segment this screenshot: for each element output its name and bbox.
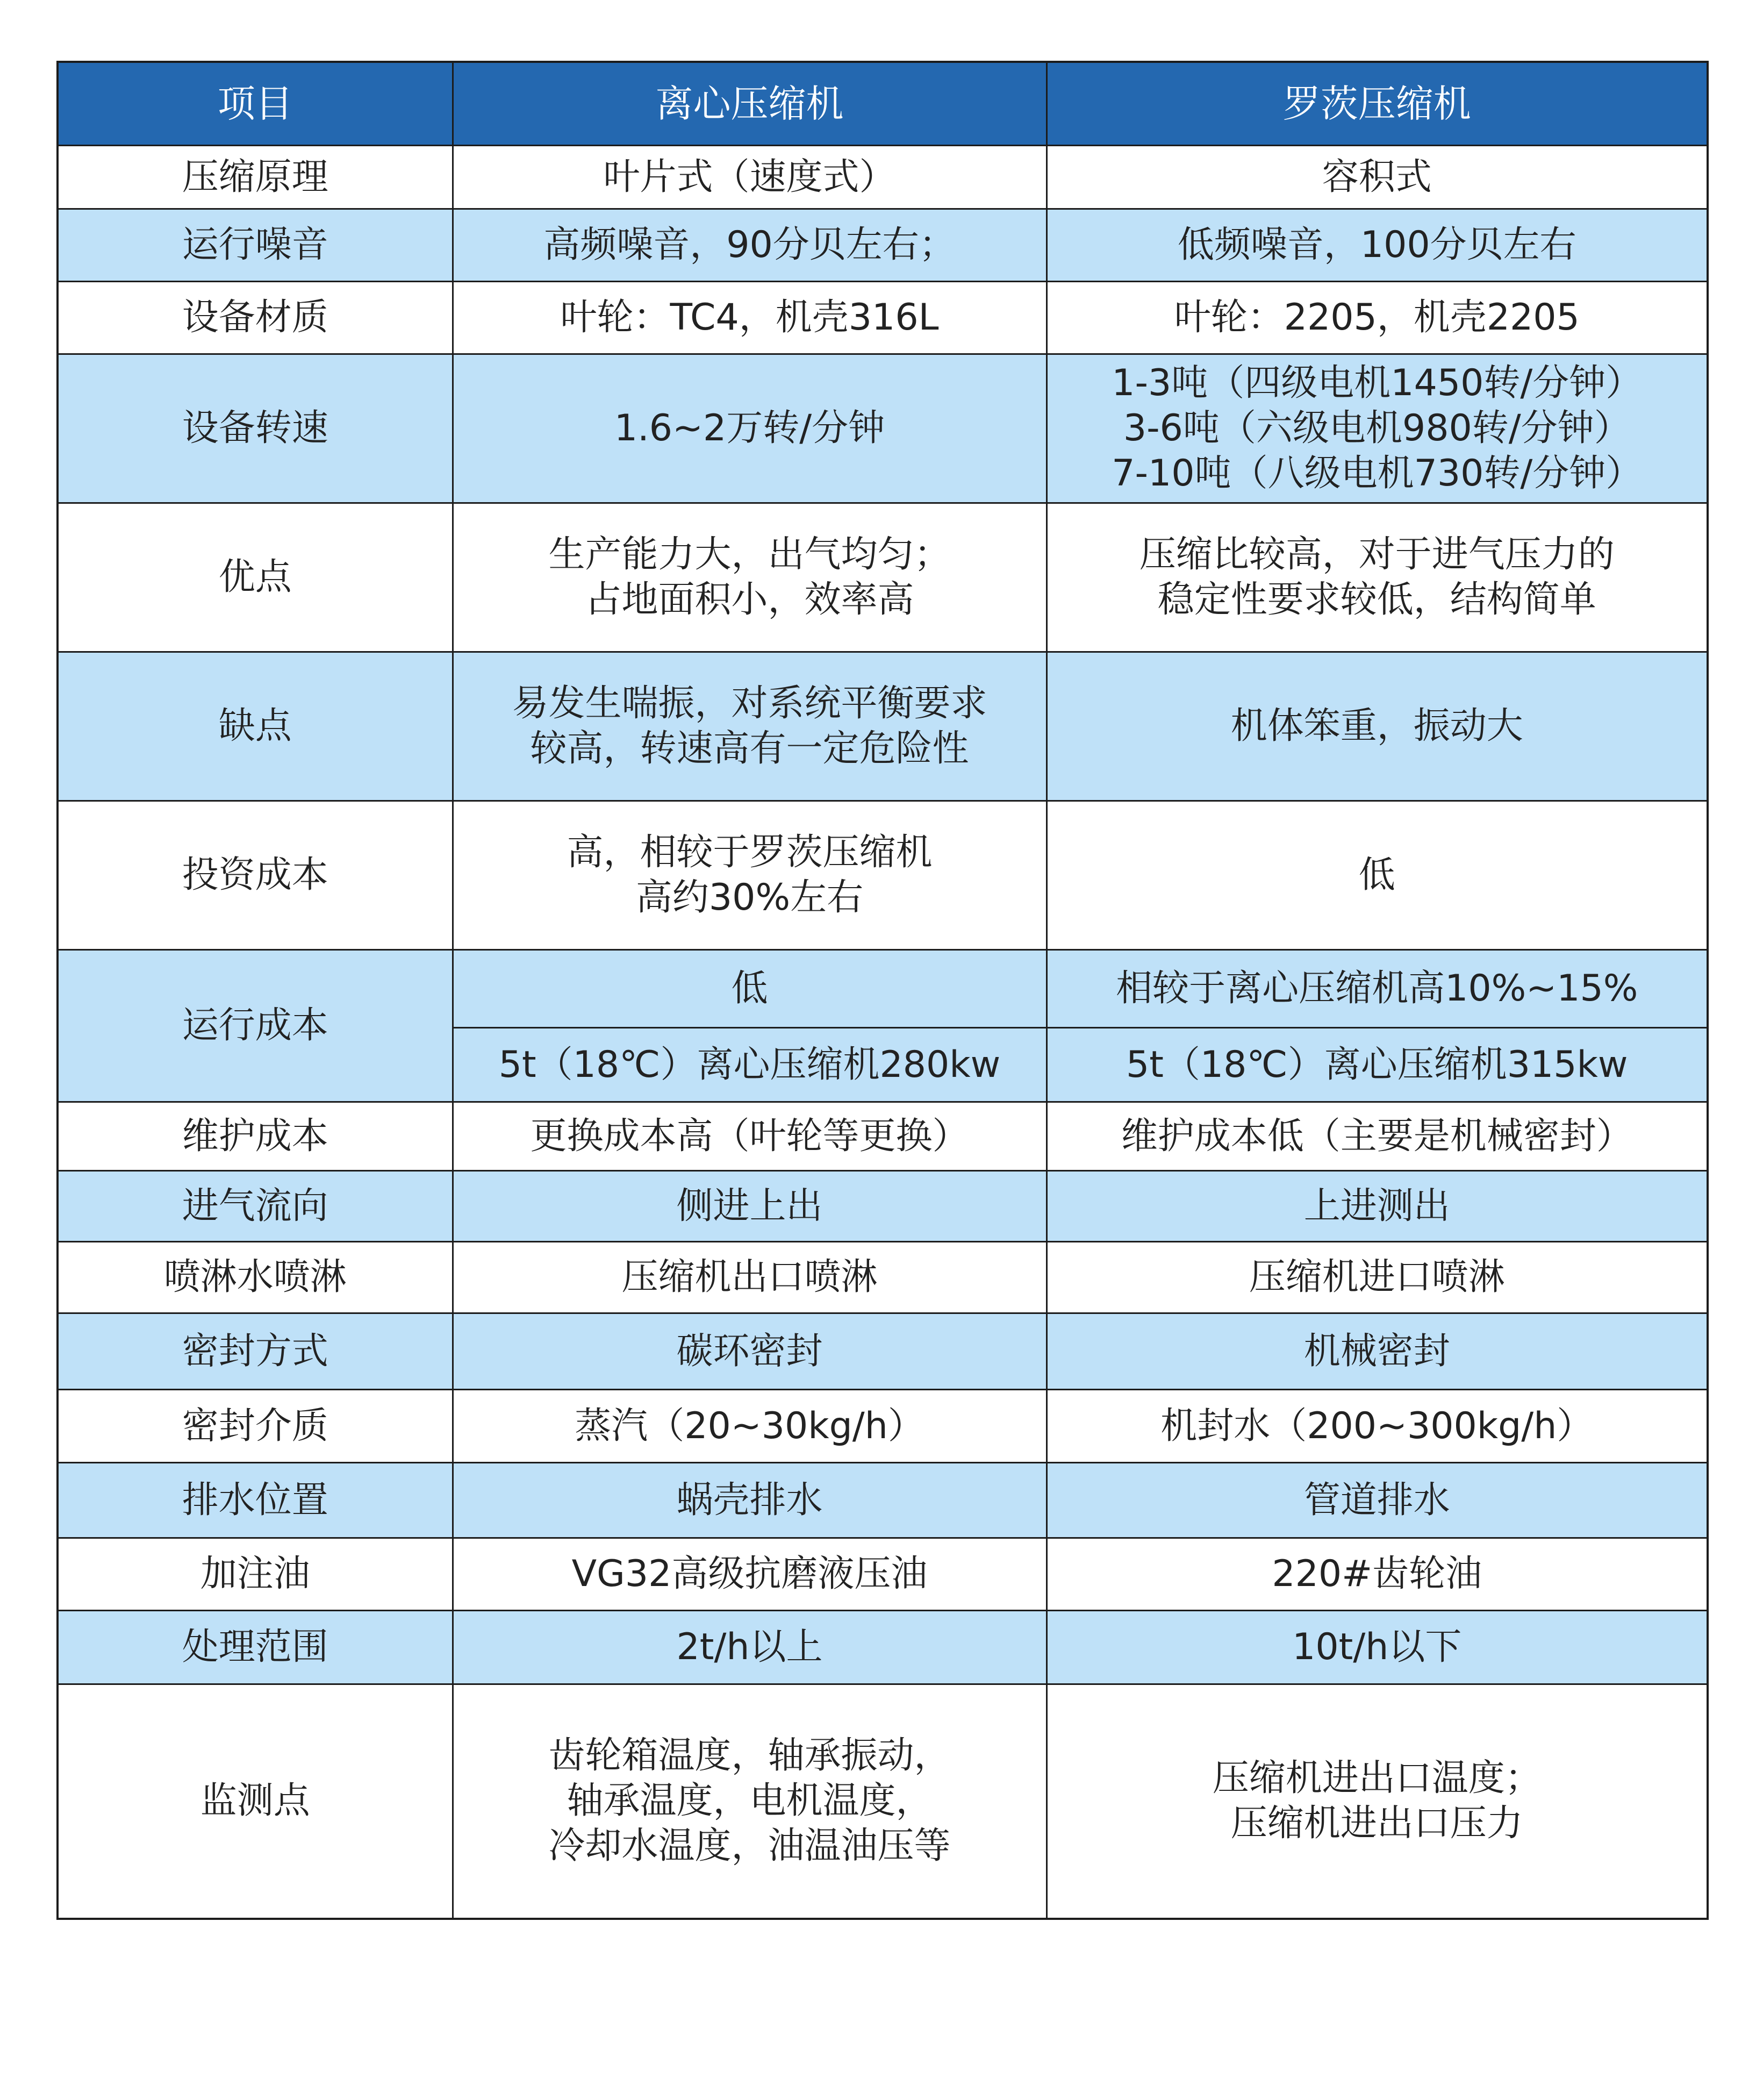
cell-text: 低频噪音，100分贝左右 (1177, 224, 1576, 266)
cell-text: 生产能力大，出气均匀； (548, 533, 951, 576)
cell-text: 低 (731, 967, 768, 1010)
row-label: 运行成本 (58, 950, 453, 1102)
roots-cell (1047, 652, 1708, 801)
cell-text: 1.6~2万转/分钟 (614, 407, 885, 449)
cell-text: 蒸汽（20~30kg/h） (575, 1404, 924, 1447)
header-item: 项目 (58, 62, 453, 146)
cell-text: 轴承温度，电机温度， (567, 1780, 933, 1823)
row-label: 设备转速 (58, 354, 453, 503)
row-label: 喷淋水喷淋 (58, 1242, 453, 1313)
cell-text: VG32高级抗磨液压油 (571, 1553, 928, 1595)
cell-text: 齿轮箱温度，轴承振动， (548, 1734, 951, 1777)
table-row (58, 801, 1708, 950)
roots-cell (1047, 1102, 1708, 1171)
row-label: 缺点 (58, 652, 453, 801)
cell-text: 3-6吨（六级电机980转/分钟） (1123, 407, 1631, 449)
cell-text: 机体笨重，振动大 (1230, 705, 1523, 747)
table-row (58, 209, 1708, 282)
cell-text: 1-3吨（四级电机1450转/分钟） (1112, 362, 1643, 404)
cell-text: 压缩机进出口温度； (1212, 1757, 1542, 1800)
comparison-table (56, 61, 1709, 1920)
centrifugal-cell (453, 1242, 1047, 1313)
cell-text: 管道排水 (1303, 1478, 1450, 1522)
roots-cell (1047, 1390, 1708, 1463)
table-row (58, 1611, 1708, 1684)
row-label: 设备材质 (58, 282, 453, 354)
table-row (58, 1171, 1708, 1242)
cell-text: 220#齿轮油 (1272, 1553, 1482, 1595)
row-label: 运行噪音 (58, 209, 453, 282)
cell-text: 压缩机进口喷淋 (1249, 1256, 1505, 1298)
row-label: 进气流向 (58, 1171, 453, 1242)
cell-text: 高约30%左右 (635, 876, 864, 919)
table-row (58, 652, 1708, 801)
cell-text: 相较于离心压缩机高10%~15% (1116, 967, 1638, 1010)
centrifugal-cell (453, 1611, 1047, 1684)
cell-text: 叶片式（速度式） (603, 155, 896, 198)
table-row (58, 1102, 1708, 1171)
table-row (58, 503, 1708, 652)
table-row (58, 354, 1708, 503)
cell-text: 较高，转速高有一定危险性 (530, 727, 969, 770)
cell-text: 上进测出 (1303, 1184, 1450, 1227)
cell-text: 高频噪音，90分贝左右； (543, 224, 956, 266)
cell-text: 机封水（200~300kg/h） (1160, 1404, 1594, 1447)
cell-text: 5t（18℃）离心压缩机280kw (498, 1043, 1001, 1086)
centrifugal-cell (453, 950, 1047, 1028)
cell-text: 叶轮：2205，机壳2205 (1174, 296, 1580, 339)
cell-text: 叶轮：TC4，机壳316L (560, 296, 939, 339)
table-row (58, 1684, 1708, 1919)
roots-cell (1047, 146, 1708, 209)
roots-cell (1047, 1684, 1708, 1919)
roots-cell (1047, 503, 1708, 652)
centrifugal-cell (453, 1171, 1047, 1242)
centrifugal-cell (453, 1538, 1047, 1611)
table-row (58, 282, 1708, 354)
row-label: 压缩原理 (58, 146, 453, 209)
centrifugal-cell (453, 282, 1047, 354)
header-row (58, 62, 1708, 146)
cell-text: 占地面积小，效率高 (585, 578, 914, 621)
cell-text: 7-10吨（八级电机730转/分钟） (1112, 452, 1643, 495)
roots-cell (1047, 354, 1708, 503)
cell-text: 蜗壳排水 (676, 1478, 823, 1522)
roots-cell (1047, 282, 1708, 354)
cell-text: 易发生喘振，对系统平衡要求 (512, 682, 987, 725)
header-centrifugal: 离心压缩机 (453, 62, 1047, 146)
table-row (58, 1538, 1708, 1611)
cell-text: 高，相较于罗茨压缩机 (567, 831, 933, 874)
cell-text: 机械密封 (1303, 1330, 1450, 1373)
table-row (58, 1390, 1708, 1463)
table-row (58, 950, 1708, 1028)
centrifugal-cell (453, 1684, 1047, 1919)
row-label: 优点 (58, 503, 453, 652)
row-label: 密封方式 (58, 1313, 453, 1390)
centrifugal-cell (453, 1390, 1047, 1463)
row-label: 排水位置 (58, 1463, 453, 1538)
cell-text: 碳环密封 (676, 1330, 823, 1373)
row-label: 处理范围 (58, 1611, 453, 1684)
cell-text: 2t/h以上 (676, 1626, 823, 1668)
row-label: 加注油 (58, 1538, 453, 1611)
table-row (58, 1313, 1708, 1390)
centrifugal-cell (453, 1102, 1047, 1171)
roots-cell (1047, 1463, 1708, 1538)
cell-text: 维护成本低（主要是机械密封） (1121, 1115, 1633, 1158)
roots-cell (1047, 209, 1708, 282)
table-row (58, 1463, 1708, 1538)
header-roots: 罗茨压缩机 (1047, 62, 1708, 146)
table-row (58, 1242, 1708, 1313)
centrifugal-cell (453, 503, 1047, 652)
roots-cell (1047, 1028, 1708, 1102)
roots-cell (1047, 1313, 1708, 1390)
cell-text: 5t（18℃）离心压缩机315kw (1126, 1043, 1628, 1086)
centrifugal-cell (453, 209, 1047, 282)
row-label: 密封介质 (58, 1390, 453, 1463)
cell-text: 低 (1358, 854, 1395, 896)
roots-cell (1047, 950, 1708, 1028)
roots-cell (1047, 1611, 1708, 1684)
cell-text: 侧进上出 (676, 1184, 823, 1227)
roots-cell (1047, 1171, 1708, 1242)
cell-text: 稳定性要求较低，结构简单 (1157, 578, 1596, 621)
centrifugal-cell (453, 1463, 1047, 1538)
row-label: 监测点 (58, 1684, 453, 1919)
cell-text: 冷却水温度，油温油压等 (548, 1825, 951, 1868)
roots-cell (1047, 801, 1708, 950)
centrifugal-cell (453, 146, 1047, 209)
centrifugal-cell (453, 1313, 1047, 1390)
row-label: 维护成本 (58, 1102, 453, 1171)
cell-text: 更换成本高（叶轮等更换） (530, 1115, 969, 1158)
roots-cell (1047, 1538, 1708, 1611)
roots-cell (1047, 1242, 1708, 1313)
centrifugal-cell (453, 801, 1047, 950)
cell-text: 压缩比较高，对于进气压力的 (1139, 533, 1615, 576)
table-row (58, 146, 1708, 209)
centrifugal-cell (453, 1028, 1047, 1102)
centrifugal-cell (453, 354, 1047, 503)
row-label: 投资成本 (58, 801, 453, 950)
cell-text: 压缩机出口喷淋 (621, 1256, 878, 1298)
cell-text: 容积式 (1322, 155, 1432, 198)
cell-text: 10t/h以下 (1292, 1626, 1462, 1668)
centrifugal-cell (453, 652, 1047, 801)
cell-text: 压缩机进出口压力 (1230, 1802, 1523, 1845)
